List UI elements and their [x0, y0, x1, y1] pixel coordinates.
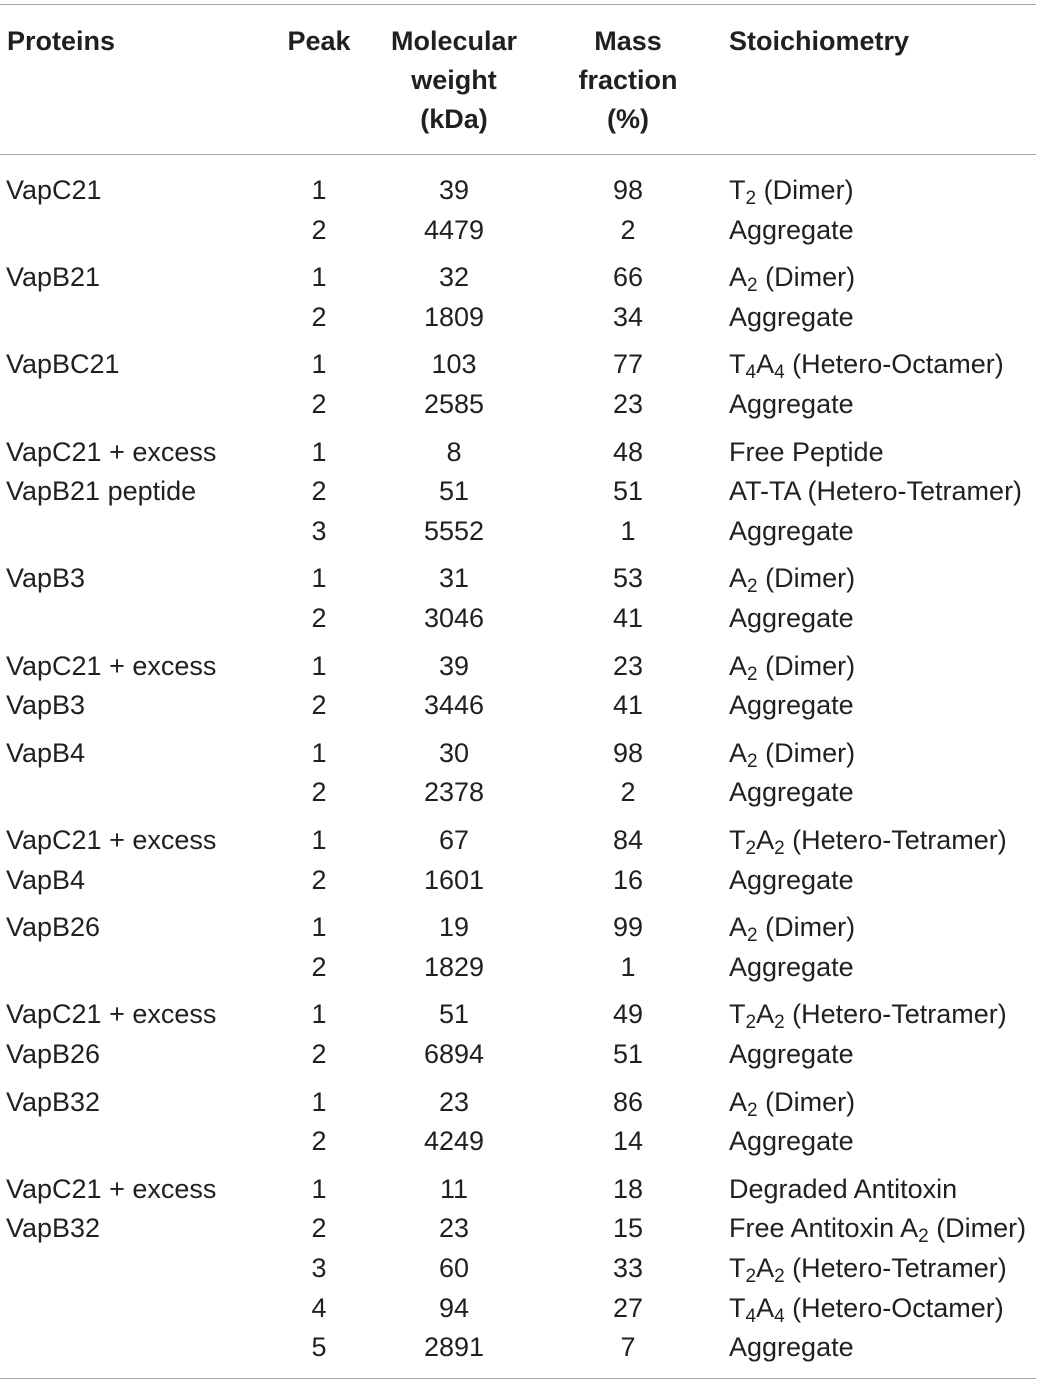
mass-fraction-cell: 7: [620, 1332, 636, 1363]
peak-cell: 1: [311, 349, 327, 380]
peak-cell: 2: [311, 951, 327, 982]
mass-fraction-cell: 99: [612, 912, 644, 943]
mass-fraction-cell: 15: [612, 1213, 644, 1244]
header-molecular-weight: [372, 22, 536, 139]
molecular-weight-cell: 2891: [423, 1332, 485, 1363]
mass-fraction-cell: 41: [612, 603, 644, 633]
protein-name: VapC21 + excess: [6, 436, 217, 467]
mass-fraction-cell: 48: [612, 436, 644, 467]
peak-cell: 1: [311, 650, 327, 681]
molecular-weight-cell: 31: [438, 563, 470, 594]
molecular-weight-cell: 19: [438, 912, 470, 943]
protein-name: VapB3: [6, 563, 86, 594]
header-mw-line: (kDa): [420, 104, 488, 134]
mass-fraction-cell: 84: [612, 825, 644, 855]
molecular-weight-cell: 39: [438, 175, 470, 205]
stoichiometry-cell: $T_2A_2$ (Hetero-Tetramer): [729, 999, 1007, 1034]
peak-cell: 2: [311, 1039, 327, 1069]
header-mw-line: Molecular: [390, 26, 518, 56]
stoichiometry-cell: Aggregate: [729, 1126, 854, 1157]
protein-name: VapB32: [6, 1086, 101, 1117]
stoichiometry-cell: $A_2$ (Dimer): [729, 912, 856, 947]
stoichiometry-cell: $A_2$ (Dimer): [729, 1086, 856, 1121]
mass-fraction-cell: 14: [612, 1126, 644, 1157]
mass-fraction-cell: 18: [612, 1173, 644, 1204]
mass-fraction-cell: 1: [620, 515, 636, 546]
molecular-weight-cell: 67: [438, 825, 470, 855]
mass-fraction-cell: 23: [612, 650, 644, 681]
molecular-weight-cell: 3046: [423, 603, 485, 633]
mass-fraction-cell: 98: [612, 737, 644, 768]
mass-fraction-cell: 2: [620, 777, 636, 808]
peak-cell: 2: [311, 301, 327, 332]
stoichiometry-cell: Aggregate: [729, 777, 854, 808]
header-mf-line: fraction: [578, 65, 678, 95]
mass-fraction-cell: 23: [612, 389, 644, 419]
mass-fraction-cell: 41: [612, 690, 644, 721]
peak-cell: 2: [311, 476, 327, 507]
header-rule: [0, 154, 1036, 155]
peak-cell: 1: [311, 175, 327, 205]
peak-cell: 2: [311, 603, 327, 633]
protein-name: VapB26: [6, 912, 101, 943]
peak-cell: 3: [311, 515, 327, 546]
peak-cell: 4: [311, 1292, 327, 1323]
mass-fraction-cell: 51: [612, 1039, 644, 1069]
stoichiometry-cell: $T_2$ (Dimer): [729, 175, 854, 209]
protein-name: VapB4: [6, 737, 86, 768]
stoichiometry-cell: $T_2A_2$ (Hetero-Tetramer): [729, 1253, 1007, 1287]
protein-name: VapB21 peptide: [6, 476, 197, 507]
mass-fraction-cell: 98: [612, 175, 644, 205]
peak-cell: 1: [311, 436, 327, 467]
peak-cell: 2: [311, 214, 327, 245]
stoichiometry-cell: Aggregate: [729, 690, 854, 721]
protein-name: VapB21: [6, 262, 101, 293]
header-mw-line: weight: [411, 65, 497, 95]
stoichiometry-cell: Aggregate: [729, 864, 854, 895]
table-top-rule: [0, 4, 1036, 5]
molecular-weight-cell: 51: [438, 999, 470, 1030]
stoichiometry-cell: Aggregate: [729, 603, 854, 633]
mass-fraction-cell: 51: [612, 476, 644, 507]
molecular-weight-cell: 6894: [423, 1039, 485, 1069]
mass-fraction-cell: 27: [612, 1292, 644, 1323]
molecular-weight-cell: 2378: [423, 777, 485, 808]
peak-cell: 1: [311, 1173, 327, 1204]
header-proteins: Proteins: [7, 26, 116, 56]
protein-name: VapBC21: [6, 349, 120, 380]
peak-cell: 1: [311, 912, 327, 943]
mass-fraction-cell: 53: [612, 563, 644, 594]
protein-name: VapC21 + excess: [6, 1173, 217, 1204]
protein-name: VapB3: [6, 690, 86, 721]
stoichiometry-cell: AT-TA (Hetero-Tetramer): [729, 476, 1023, 507]
molecular-weight-cell: 1601: [423, 864, 485, 895]
molecular-weight-cell: 5552: [423, 515, 485, 546]
stoichiometry-cell: $T_4A_4$ (Hetero-Octamer): [729, 1292, 1004, 1327]
peak-cell: 1: [311, 737, 327, 768]
mass-fraction-cell: 1: [620, 951, 636, 982]
peak-cell: 1: [311, 262, 327, 293]
mass-fraction-cell: 66: [612, 262, 644, 293]
molecular-weight-cell: 30: [438, 737, 470, 768]
stoichiometry-cell: $A_2$ (Dimer): [729, 262, 856, 297]
header-mass-fraction: [560, 22, 696, 139]
mass-fraction-cell: 2: [620, 214, 636, 245]
molecular-weight-cell: 8: [446, 436, 462, 467]
stoichiometry-cell: Aggregate: [729, 1332, 854, 1363]
protein-name: VapC21 + excess: [6, 825, 217, 855]
peak-cell: 2: [311, 1213, 327, 1244]
peak-cell: 2: [311, 864, 327, 895]
stoichiometry-cell: $A_2$ (Dimer): [729, 563, 856, 598]
stoichiometry-cell: Aggregate: [729, 515, 854, 546]
protein-name: VapB32: [6, 1213, 101, 1244]
stoichiometry-cell: $T_2A_2$ (Hetero-Tetramer): [729, 825, 1007, 859]
mass-fraction-cell: 34: [612, 301, 644, 332]
molecular-weight-cell: 4479: [423, 214, 485, 245]
protein-name: VapB4: [6, 864, 86, 895]
molecular-weight-cell: 23: [438, 1086, 470, 1117]
header-mf-line: Mass: [594, 26, 662, 56]
header-mf-line: (%): [607, 104, 649, 134]
molecular-weight-cell: 32: [438, 262, 470, 293]
header-stoichiometry: Stoichiometry: [729, 26, 910, 56]
peak-cell: 2: [311, 389, 327, 419]
molecular-weight-cell: 51: [438, 476, 470, 507]
stoichiometry-cell: Aggregate: [729, 214, 854, 245]
stoichiometry-cell: Free Peptide: [729, 436, 884, 467]
stoichiometry-cell: Aggregate: [729, 951, 854, 982]
mass-fraction-cell: 86: [612, 1086, 644, 1117]
mass-fraction-cell: 33: [612, 1253, 644, 1283]
stoichiometry-cell: Degraded Antitoxin: [729, 1173, 958, 1204]
stoichiometry-cell: Aggregate: [729, 301, 854, 332]
stoichiometry-cell: $A_2$ (Dimer): [729, 650, 856, 685]
table-bottom-rule: [0, 1378, 1036, 1379]
protein-name: VapB26: [6, 1039, 101, 1069]
stoichiometry-cell: $T_4A_4$ (Hetero-Octamer): [729, 349, 1004, 384]
header-peak: Peak: [287, 26, 351, 56]
molecular-weight-cell: 3446: [423, 690, 485, 721]
mass-fraction-cell: 49: [612, 999, 644, 1030]
peak-cell: 5: [311, 1332, 327, 1363]
molecular-weight-cell: 23: [438, 1213, 470, 1244]
peak-cell: 2: [311, 690, 327, 721]
peak-cell: 1: [311, 563, 327, 594]
molecular-weight-cell: 39: [438, 650, 470, 681]
peak-cell: 3: [311, 1253, 327, 1283]
molecular-weight-cell: 1809: [423, 301, 485, 332]
stoichiometry-cell: $A_2$ (Dimer): [729, 737, 856, 772]
protein-name: VapC21: [6, 175, 102, 205]
molecular-weight-cell: 60: [438, 1253, 470, 1283]
peak-cell: 1: [311, 1086, 327, 1117]
mass-fraction-cell: 77: [612, 349, 644, 380]
protein-name: VapC21 + excess: [6, 999, 217, 1030]
protein-name: VapC21 + excess: [6, 650, 217, 681]
molecular-weight-cell: 2585: [423, 389, 485, 419]
mass-fraction-cell: 16: [612, 864, 644, 895]
molecular-weight-cell: 11: [439, 1173, 469, 1204]
peak-cell: 2: [311, 1126, 327, 1157]
molecular-weight-cell: 1829: [423, 951, 485, 982]
molecular-weight-cell: 4249: [423, 1126, 485, 1157]
stoichiometry-cell: Aggregate: [729, 1039, 854, 1069]
stoichiometry-cell: Aggregate: [729, 389, 854, 419]
peak-cell: 1: [311, 999, 327, 1030]
molecular-weight-cell: 103: [431, 349, 477, 380]
peak-cell: 2: [311, 777, 327, 808]
peak-cell: 1: [311, 825, 327, 855]
stoichiometry-cell: Free Antitoxin $A_2$ (Dimer): [729, 1213, 1027, 1248]
molecular-weight-cell: 94: [438, 1292, 470, 1323]
